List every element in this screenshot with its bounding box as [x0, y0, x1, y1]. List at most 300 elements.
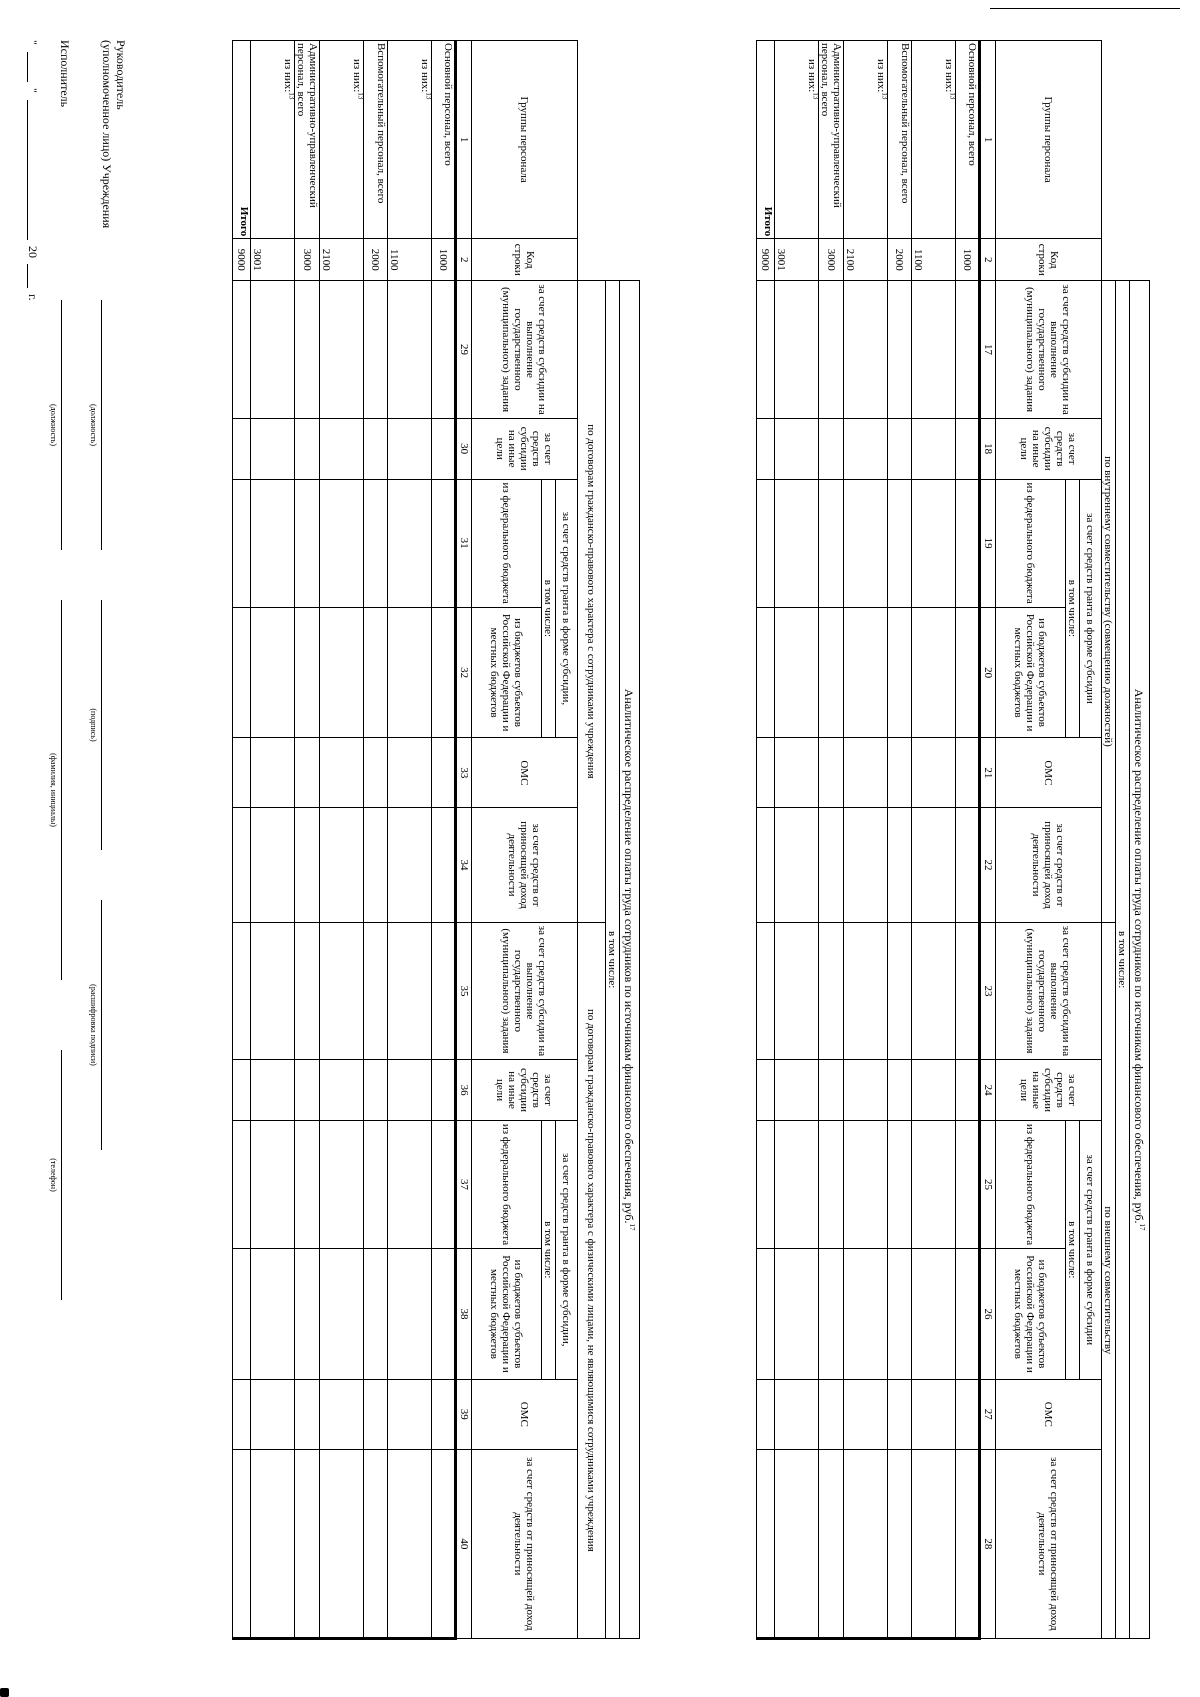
- header-gos-zadanie: за счет средств субсидии на выполнение государственного (муниципального) задания: [472, 922, 578, 1060]
- date-year-prefix: 20: [26, 246, 40, 258]
- value-cell[interactable]: [364, 1379, 388, 1449]
- row-label-text: Итого: [762, 206, 774, 237]
- row-label: [888, 41, 912, 239]
- value-cell[interactable]: [364, 1449, 388, 1638]
- colnum: 1: [456, 41, 472, 239]
- value-cell[interactable]: [432, 479, 456, 607]
- value-cell[interactable]: [775, 281, 819, 419]
- column-number-row: [456, 41, 472, 1639]
- header-gos-zadanie: за счет средств субсидии на выполнение государственного (муниципального) задания: [472, 281, 578, 419]
- value-cell[interactable]: [888, 281, 912, 419]
- value-cell[interactable]: [432, 738, 456, 808]
- header-subjects: из бюджетов субъектов Российской Федерации и местных бюджетов: [996, 1249, 1066, 1380]
- executor-label: Исполнитель: [58, 40, 72, 108]
- value-cell[interactable]: [912, 1120, 956, 1248]
- date-month-line[interactable]: [27, 100, 28, 240]
- colnum: 40: [456, 1449, 472, 1638]
- value-cell[interactable]: [912, 1379, 956, 1449]
- value-cell[interactable]: [956, 418, 980, 479]
- value-cell[interactable]: [295, 418, 320, 479]
- header-inye-celi: за счет средств субсидии на иные цели: [996, 418, 1102, 479]
- value-cell[interactable]: [320, 1379, 364, 1449]
- value-cell[interactable]: [251, 922, 295, 1060]
- value-cell[interactable]: [295, 479, 320, 607]
- executor-position-line[interactable]: [61, 300, 62, 550]
- colnum: 30: [456, 418, 472, 479]
- value-cell[interactable]: [320, 607, 364, 738]
- value-cell[interactable]: [320, 922, 364, 1060]
- head-decode-line[interactable]: [101, 900, 102, 1150]
- colnum: 26: [980, 1249, 996, 1380]
- row-label-text: из них:: [419, 59, 431, 93]
- value-cell[interactable]: [320, 1120, 364, 1248]
- footnote-ref: 13: [356, 92, 365, 100]
- value-cell[interactable]: [775, 738, 819, 808]
- value-cell[interactable]: [432, 281, 456, 419]
- value-cell[interactable]: [320, 1249, 364, 1380]
- value-cell[interactable]: [775, 1060, 819, 1121]
- value-cell[interactable]: [912, 808, 956, 922]
- value-cell[interactable]: [295, 1120, 320, 1248]
- value-cell[interactable]: [233, 1120, 251, 1248]
- value-cell[interactable]: [912, 418, 956, 479]
- row-code: 1000: [956, 239, 980, 281]
- table1-in-that: в том числе:: [1116, 281, 1130, 1639]
- value-cell[interactable]: [757, 1379, 775, 1449]
- value-cell[interactable]: [295, 1449, 320, 1638]
- value-cell[interactable]: [320, 1449, 364, 1638]
- value-cell[interactable]: [956, 1249, 980, 1380]
- header-inye-celi: за счет средств субсидии на иные цели: [996, 1060, 1102, 1121]
- value-cell[interactable]: [432, 418, 456, 479]
- value-cell[interactable]: [912, 1249, 956, 1380]
- header-inye-celi: за счет средств субсидии на иные цели: [472, 1060, 578, 1121]
- header-federal: из федерального бюджета: [472, 479, 542, 607]
- value-cell[interactable]: [912, 738, 956, 808]
- value-cell[interactable]: [956, 1120, 980, 1248]
- header-groups: Группы персонала: [472, 41, 578, 239]
- value-cell[interactable]: [888, 738, 912, 808]
- value-cell[interactable]: [320, 281, 364, 419]
- footnote-ref: 13: [424, 92, 433, 100]
- value-cell[interactable]: [757, 479, 775, 607]
- value-cell[interactable]: [388, 1449, 432, 1638]
- value-cell[interactable]: [233, 479, 251, 607]
- row-label-text: Вспомогательный персонал, всего: [375, 43, 387, 204]
- row-label-text: из них:: [282, 59, 294, 93]
- value-cell[interactable]: [844, 479, 888, 607]
- scan-mark: [0, 1688, 9, 1697]
- colnum: 27: [980, 1379, 996, 1449]
- row-label-text: Основной персонал, всего: [966, 43, 978, 166]
- table-row: [844, 41, 888, 1639]
- table-row: [432, 41, 456, 1639]
- header-in-that: в том числе:: [542, 479, 556, 738]
- value-cell[interactable]: [388, 1379, 432, 1449]
- value-cell[interactable]: [912, 1449, 956, 1638]
- colnum: 1: [980, 41, 996, 239]
- table1-title: Аналитическое распределение оплаты труда сотрудников по источникам финансового обеспечения, руб.$^{17}$: [1130, 281, 1150, 1639]
- executor-name-line[interactable]: [61, 600, 62, 980]
- row-code: 2000: [888, 239, 912, 281]
- value-cell[interactable]: [912, 281, 956, 419]
- value-cell[interactable]: [819, 1120, 844, 1248]
- footnote-ref: 13: [880, 92, 889, 100]
- date-quote-close: ": [26, 88, 40, 93]
- value-cell[interactable]: [388, 738, 432, 808]
- value-cell[interactable]: [432, 607, 456, 738]
- value-cell[interactable]: [956, 738, 980, 808]
- value-cell[interactable]: [388, 808, 432, 922]
- value-cell[interactable]: [912, 479, 956, 607]
- value-cell[interactable]: [757, 607, 775, 738]
- value-cell[interactable]: [295, 1249, 320, 1380]
- row-label-text: из них:: [351, 59, 363, 93]
- value-cell[interactable]: [819, 738, 844, 808]
- footnote-ref: 13: [287, 92, 296, 100]
- value-cell[interactable]: [775, 479, 819, 607]
- colnum: 2: [456, 239, 472, 281]
- value-cell[interactable]: [233, 607, 251, 738]
- row-code: 1000: [432, 239, 456, 281]
- value-cell[interactable]: [251, 607, 295, 738]
- row-code: 1100: [912, 239, 956, 281]
- value-cell[interactable]: [757, 922, 775, 1060]
- value-cell[interactable]: [388, 418, 432, 479]
- header-code: Код строки: [996, 239, 1102, 281]
- colnum: 17: [980, 281, 996, 419]
- value-cell[interactable]: [251, 1120, 295, 1248]
- row-label: [320, 41, 364, 239]
- value-cell[interactable]: [888, 808, 912, 922]
- value-cell[interactable]: [364, 808, 388, 922]
- value-cell[interactable]: [251, 1449, 295, 1638]
- value-cell[interactable]: [956, 281, 980, 419]
- colnum: 21: [980, 738, 996, 808]
- row-label-text: из них:: [806, 59, 818, 93]
- header-subjects: из бюджетов субъектов Российской Федерации и местных бюджетов: [472, 607, 542, 738]
- value-cell[interactable]: [432, 1379, 456, 1449]
- value-cell[interactable]: [364, 418, 388, 479]
- value-cell[interactable]: [388, 922, 432, 1060]
- value-cell[interactable]: [956, 922, 980, 1060]
- value-cell[interactable]: [775, 418, 819, 479]
- value-cell[interactable]: [364, 607, 388, 738]
- value-cell[interactable]: [844, 1449, 888, 1638]
- executor-phone-line[interactable]: [61, 1050, 62, 1300]
- head-position-line[interactable]: [101, 300, 102, 550]
- value-cell[interactable]: [775, 607, 819, 738]
- header-in-that: в том числе:: [542, 1120, 556, 1379]
- header-in-that: в том числе:: [1066, 479, 1080, 738]
- header-oms: ОМС: [996, 1379, 1102, 1449]
- value-cell[interactable]: [819, 1249, 844, 1380]
- row-code: 9000: [233, 239, 251, 281]
- caption-name: (фамилия, инициалы): [49, 753, 58, 827]
- value-cell[interactable]: [295, 922, 320, 1060]
- date-day-line[interactable]: [27, 52, 28, 82]
- value-cell[interactable]: [956, 1449, 980, 1638]
- row-code: 3000: [819, 239, 844, 281]
- colnum: 25: [980, 1120, 996, 1248]
- value-cell[interactable]: [956, 1379, 980, 1449]
- value-cell[interactable]: [295, 1379, 320, 1449]
- row-label: [819, 41, 844, 239]
- value-cell[interactable]: [775, 1449, 819, 1638]
- value-cell[interactable]: [819, 922, 844, 1060]
- caption-sign: (подпись): [89, 708, 98, 742]
- value-cell[interactable]: [912, 922, 956, 1060]
- value-cell[interactable]: [251, 1060, 295, 1121]
- date-year-line[interactable]: [27, 264, 28, 288]
- value-cell[interactable]: [233, 281, 251, 419]
- table-row: [295, 41, 320, 1639]
- value-cell[interactable]: [757, 1060, 775, 1121]
- table2-group-a: по договорам гражданско-правового характера с сотрудниками учреждения: [578, 281, 606, 922]
- value-cell[interactable]: [819, 418, 844, 479]
- header-federal: из федерального бюджета: [472, 1120, 542, 1248]
- value-cell[interactable]: [364, 922, 388, 1060]
- header-income: за счет средств от приносящей доход деятельности: [472, 1449, 578, 1638]
- value-cell[interactable]: [388, 1120, 432, 1248]
- top-rule: [990, 8, 1180, 9]
- value-cell[interactable]: [432, 808, 456, 922]
- colnum: 35: [456, 922, 472, 1060]
- value-cell[interactable]: [251, 738, 295, 808]
- colnum: 32: [456, 607, 472, 738]
- row-label-text: Вспомогательный персонал, всего: [899, 43, 911, 204]
- footnote-ref: 13: [811, 92, 820, 100]
- value-cell[interactable]: [819, 607, 844, 738]
- value-cell[interactable]: [819, 479, 844, 607]
- value-cell[interactable]: [432, 1120, 456, 1248]
- value-cell[interactable]: [432, 1249, 456, 1380]
- header-gos-zadanie: за счет средств субсидии на выполнение государственного (муниципального) задания: [996, 281, 1102, 419]
- distribution-table-2: [232, 40, 640, 1640]
- value-cell[interactable]: [888, 607, 912, 738]
- value-cell[interactable]: [388, 607, 432, 738]
- value-cell[interactable]: [320, 808, 364, 922]
- value-cell[interactable]: [775, 1379, 819, 1449]
- distribution-table-1: [756, 40, 1150, 1640]
- value-cell[interactable]: [775, 1120, 819, 1248]
- value-cell[interactable]: [844, 922, 888, 1060]
- colnum: 20: [980, 607, 996, 738]
- value-cell[interactable]: [233, 1379, 251, 1449]
- value-cell[interactable]: [844, 418, 888, 479]
- value-cell[interactable]: [819, 808, 844, 922]
- table-row: [251, 41, 295, 1639]
- value-cell[interactable]: [233, 418, 251, 479]
- row-label: [432, 41, 456, 239]
- table-row: [364, 41, 388, 1639]
- value-cell[interactable]: [364, 1249, 388, 1380]
- value-cell[interactable]: [844, 1120, 888, 1248]
- value-cell[interactable]: [388, 479, 432, 607]
- value-cell[interactable]: [819, 1060, 844, 1121]
- value-cell[interactable]: [757, 1120, 775, 1248]
- value-cell[interactable]: [233, 808, 251, 922]
- value-cell[interactable]: [320, 479, 364, 607]
- value-cell[interactable]: [388, 281, 432, 419]
- value-cell[interactable]: [251, 1249, 295, 1380]
- value-cell[interactable]: [844, 281, 888, 419]
- value-cell[interactable]: [295, 808, 320, 922]
- value-cell[interactable]: [888, 479, 912, 607]
- value-cell[interactable]: [388, 1249, 432, 1380]
- value-cell[interactable]: [757, 281, 775, 419]
- value-cell[interactable]: [251, 418, 295, 479]
- value-cell[interactable]: [295, 281, 320, 419]
- value-cell[interactable]: [320, 1060, 364, 1121]
- value-cell[interactable]: [364, 1120, 388, 1248]
- footnote-ref: 13: [948, 92, 957, 100]
- header-grant: за счет средств гранта в форме субсидии: [1080, 479, 1102, 738]
- value-cell[interactable]: [844, 1060, 888, 1121]
- caption-phone: (телефон): [49, 1158, 58, 1192]
- header-code: Код строки: [472, 239, 578, 281]
- value-cell[interactable]: [775, 1249, 819, 1380]
- row-label: [364, 41, 388, 239]
- header-groups: Группы персонала: [996, 41, 1102, 239]
- colnum: 37: [456, 1120, 472, 1248]
- header-federal: из федерального бюджета: [996, 1120, 1066, 1248]
- row-label-text: Административно-управленческий персонал, всего: [819, 43, 843, 208]
- head-sublabel: (уполномоченное лицо) Учреждения: [100, 40, 114, 229]
- header-oms: ОМС: [996, 738, 1102, 808]
- header-grant: за счет средств гранта в форме субсидии,: [556, 1120, 578, 1379]
- colnum: 33: [456, 738, 472, 808]
- header-grant: за счет средств гранта в форме субсидии,: [556, 479, 578, 738]
- header-grant: за счет средств гранта в форме субсидии: [1080, 1120, 1102, 1379]
- row-code: 9000: [757, 239, 775, 281]
- head-sign-line[interactable]: [101, 600, 102, 850]
- table-row: [775, 41, 819, 1639]
- row-label-text: из них:: [875, 59, 887, 93]
- value-cell[interactable]: [819, 1449, 844, 1638]
- row-label: [295, 41, 320, 239]
- value-cell[interactable]: [775, 922, 819, 1060]
- value-cell[interactable]: [295, 738, 320, 808]
- value-cell[interactable]: [844, 738, 888, 808]
- value-cell[interactable]: [844, 808, 888, 922]
- value-cell[interactable]: [757, 738, 775, 808]
- colnum: 19: [980, 479, 996, 607]
- row-label: [233, 41, 251, 239]
- value-cell[interactable]: [912, 607, 956, 738]
- row-label: [251, 41, 295, 239]
- value-cell[interactable]: [956, 1060, 980, 1121]
- value-cell[interactable]: [432, 1060, 456, 1121]
- table2-title: Аналитическое распределение оплаты труда сотрудников по источникам финансового обеспечения, руб.$^{17}$: [620, 281, 640, 1639]
- colnum: 31: [456, 479, 472, 607]
- header-inye-celi: за счет средств субсидии на иные цели: [472, 418, 578, 479]
- value-cell[interactable]: [819, 1379, 844, 1449]
- colnum: 38: [456, 1249, 472, 1380]
- value-cell[interactable]: [364, 479, 388, 607]
- value-cell[interactable]: [251, 1379, 295, 1449]
- value-cell[interactable]: [888, 1060, 912, 1121]
- value-cell[interactable]: [388, 1060, 432, 1121]
- value-cell[interactable]: [251, 479, 295, 607]
- value-cell[interactable]: [364, 738, 388, 808]
- colnum: 18: [980, 418, 996, 479]
- value-cell[interactable]: [844, 607, 888, 738]
- value-cell[interactable]: [819, 281, 844, 419]
- value-cell[interactable]: [364, 281, 388, 419]
- header-subjects: из бюджетов субъектов Российской Федерации и местных бюджетов: [472, 1249, 542, 1380]
- value-cell[interactable]: [233, 738, 251, 808]
- value-cell[interactable]: [956, 479, 980, 607]
- value-cell[interactable]: [775, 808, 819, 922]
- row-label: [775, 41, 819, 239]
- value-cell[interactable]: [888, 1249, 912, 1380]
- value-cell[interactable]: [956, 808, 980, 922]
- row-label: [757, 41, 775, 239]
- value-cell[interactable]: [844, 1249, 888, 1380]
- value-cell[interactable]: [888, 1120, 912, 1248]
- value-cell[interactable]: [364, 1060, 388, 1121]
- header-income: за счет средств от приносящей доход деятельности: [996, 1449, 1102, 1638]
- value-cell[interactable]: [233, 1449, 251, 1638]
- head-label: Руководитель: [114, 40, 128, 110]
- row-code: 2100: [844, 239, 888, 281]
- colnum: 22: [980, 808, 996, 922]
- value-cell[interactable]: [956, 607, 980, 738]
- value-cell[interactable]: [233, 922, 251, 1060]
- colnum: 2: [980, 239, 996, 281]
- value-cell[interactable]: [233, 1249, 251, 1380]
- date-quote-open: ": [26, 40, 40, 45]
- value-cell[interactable]: [844, 1379, 888, 1449]
- value-cell[interactable]: [888, 1449, 912, 1638]
- header-federal: из федерального бюджета: [996, 479, 1066, 607]
- row-label-text: Итого: [238, 206, 250, 237]
- value-cell[interactable]: [320, 738, 364, 808]
- value-cell[interactable]: [757, 1249, 775, 1380]
- row-label-text: Административно-управленческий персонал, всего: [295, 43, 319, 208]
- value-cell[interactable]: [295, 607, 320, 738]
- value-cell[interactable]: [251, 281, 295, 419]
- value-cell[interactable]: [912, 1060, 956, 1121]
- row-code: 3000: [295, 239, 320, 281]
- value-cell[interactable]: [888, 1379, 912, 1449]
- colnum: 36: [456, 1060, 472, 1121]
- value-cell[interactable]: [432, 1449, 456, 1638]
- value-cell[interactable]: [757, 808, 775, 922]
- header-oms: ОМС: [472, 1379, 578, 1449]
- caption-position: (должность): [89, 404, 98, 446]
- row-code: 3001: [251, 239, 295, 281]
- value-cell[interactable]: [320, 418, 364, 479]
- value-cell[interactable]: [432, 922, 456, 1060]
- total-row: [757, 41, 775, 1639]
- value-cell[interactable]: [757, 1449, 775, 1638]
- value-cell[interactable]: [757, 418, 775, 479]
- value-cell[interactable]: [233, 1060, 251, 1121]
- header-income: за счет средств от приносящей доход деятельности: [472, 808, 578, 922]
- column-number-row: [980, 41, 996, 1639]
- value-cell[interactable]: [251, 808, 295, 922]
- header-in-that: в том числе:: [1066, 1120, 1080, 1379]
- value-cell[interactable]: [888, 922, 912, 1060]
- value-cell[interactable]: [295, 1060, 320, 1121]
- value-cell[interactable]: [888, 418, 912, 479]
- table-row: [888, 41, 912, 1639]
- colnum: 23: [980, 922, 996, 1060]
- row-label: [912, 41, 956, 239]
- row-label-text: Основной персонал, всего: [442, 43, 454, 166]
